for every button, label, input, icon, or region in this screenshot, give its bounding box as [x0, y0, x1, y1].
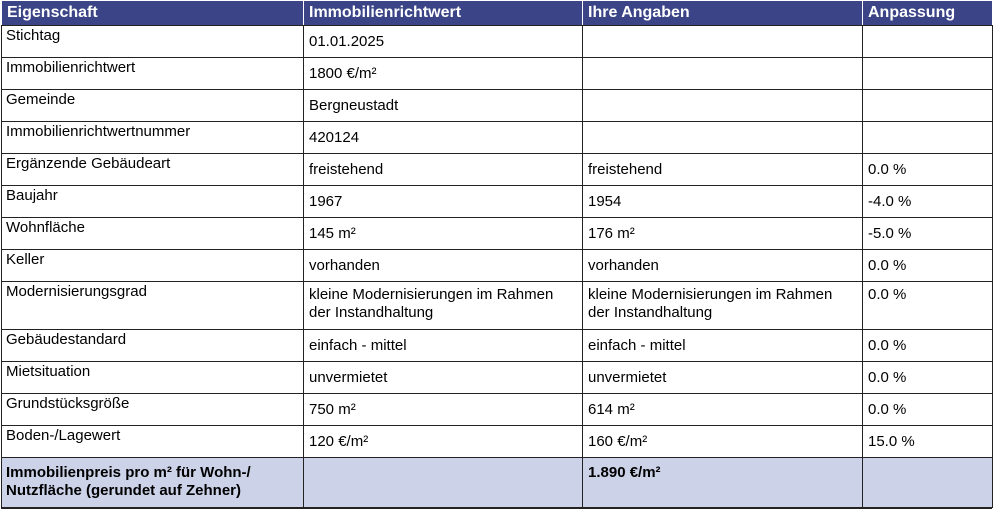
- anpassung-cell: 0.0 %: [863, 250, 993, 282]
- angaben-cell: einfach - mittel: [583, 330, 863, 362]
- angaben-cell: 614 m²: [583, 394, 863, 426]
- angaben-cell: [583, 122, 863, 154]
- anpassung-cell: [863, 122, 993, 154]
- anpassung-cell: 0.0 %: [863, 282, 993, 330]
- total-richtwert-cell: [304, 458, 583, 508]
- richtwert-cell: Bergneustadt: [304, 90, 583, 122]
- table-row: [2, 362, 993, 394]
- property-cell: Immobilienrichtwertnummer: [2, 122, 304, 154]
- richtwert-cell: freistehend: [304, 154, 583, 186]
- property-cell: Gebäudestandard: [2, 330, 304, 362]
- table-row: [2, 330, 993, 362]
- header-eigenschaft: Eigenschaft: [2, 1, 304, 26]
- anpassung-cell: [863, 90, 993, 122]
- table-row: [2, 58, 993, 90]
- property-cell: Ergänzende Gebäudeart: [2, 154, 304, 186]
- angaben-cell: [583, 90, 863, 122]
- total-row: [2, 458, 993, 508]
- angaben-cell: 176 m²: [583, 218, 863, 250]
- table-row: [2, 186, 993, 218]
- anpassung-cell: -4.0 %: [863, 186, 993, 218]
- property-cell: Keller: [2, 250, 304, 282]
- angaben-cell: 160 €/m²: [583, 426, 863, 458]
- anpassung-cell: 0.0 %: [863, 330, 993, 362]
- table-row: [2, 282, 993, 330]
- header-immobilienrichtwert: Immobilienrichtwert: [304, 1, 583, 26]
- table-row: [2, 250, 993, 282]
- table-row: [2, 218, 993, 250]
- anpassung-cell: [863, 26, 993, 58]
- angaben-cell: 1954: [583, 186, 863, 218]
- anpassung-cell: 0.0 %: [863, 394, 993, 426]
- richtwert-cell: 1800 €/m²: [304, 58, 583, 90]
- property-cell: Wohnfläche: [2, 218, 304, 250]
- property-cell: Stichtag: [2, 26, 304, 58]
- table-row: [2, 122, 993, 154]
- angaben-cell: [583, 26, 863, 58]
- property-cell: Baujahr: [2, 186, 304, 218]
- header-ihre-angaben: Ihre Angaben: [583, 1, 863, 26]
- angaben-cell: vorhanden: [583, 250, 863, 282]
- total-price-value: 1.890 €/m²: [583, 458, 863, 508]
- richtwert-cell: unvermietet: [304, 362, 583, 394]
- header-anpassung: Anpassung: [863, 1, 993, 26]
- property-cell: Immobilienrichtwert: [2, 58, 304, 90]
- richtwert-cell: 1967: [304, 186, 583, 218]
- richtwert-cell: 420124: [304, 122, 583, 154]
- property-cell: Grundstücksgröße: [2, 394, 304, 426]
- property-cell: Mietsituation: [2, 362, 304, 394]
- property-cell: Boden-/Lagewert: [2, 426, 304, 458]
- richtwert-cell: 145 m²: [304, 218, 583, 250]
- table-row: [2, 90, 993, 122]
- richtwert-cell: 01.01.2025: [304, 26, 583, 58]
- property-cell: Gemeinde: [2, 90, 304, 122]
- total-label: Immobilienpreis pro m² für Wohn-/ Nutzfläche (gerundet auf Zehner): [2, 458, 304, 508]
- richtwert-cell: kleine Modernisierungen im Rahmen der Instandhaltung: [304, 282, 583, 330]
- angaben-cell: kleine Modernisierungen im Rahmen der Instandhaltung: [583, 282, 863, 330]
- anpassung-cell: 15.0 %: [863, 426, 993, 458]
- angaben-cell: freistehend: [583, 154, 863, 186]
- valuation-table: [1, 0, 993, 508]
- table-row: [2, 426, 993, 458]
- property-cell: Modernisierungsgrad: [2, 282, 304, 330]
- angaben-cell: unvermietet: [583, 362, 863, 394]
- header-row: [2, 1, 993, 26]
- table-row: [2, 394, 993, 426]
- angaben-cell: [583, 58, 863, 90]
- richtwert-cell: 120 €/m²: [304, 426, 583, 458]
- richtwert-cell: vorhanden: [304, 250, 583, 282]
- table-row: [2, 26, 993, 58]
- anpassung-cell: 0.0 %: [863, 154, 993, 186]
- total-anpassung-cell: [863, 458, 993, 508]
- anpassung-cell: 0.0 %: [863, 362, 993, 394]
- anpassung-cell: -5.0 %: [863, 218, 993, 250]
- anpassung-cell: [863, 58, 993, 90]
- table-row: [2, 154, 993, 186]
- richtwert-cell: 750 m²: [304, 394, 583, 426]
- richtwert-cell: einfach - mittel: [304, 330, 583, 362]
- table-bottom-edge: [1, 508, 992, 513]
